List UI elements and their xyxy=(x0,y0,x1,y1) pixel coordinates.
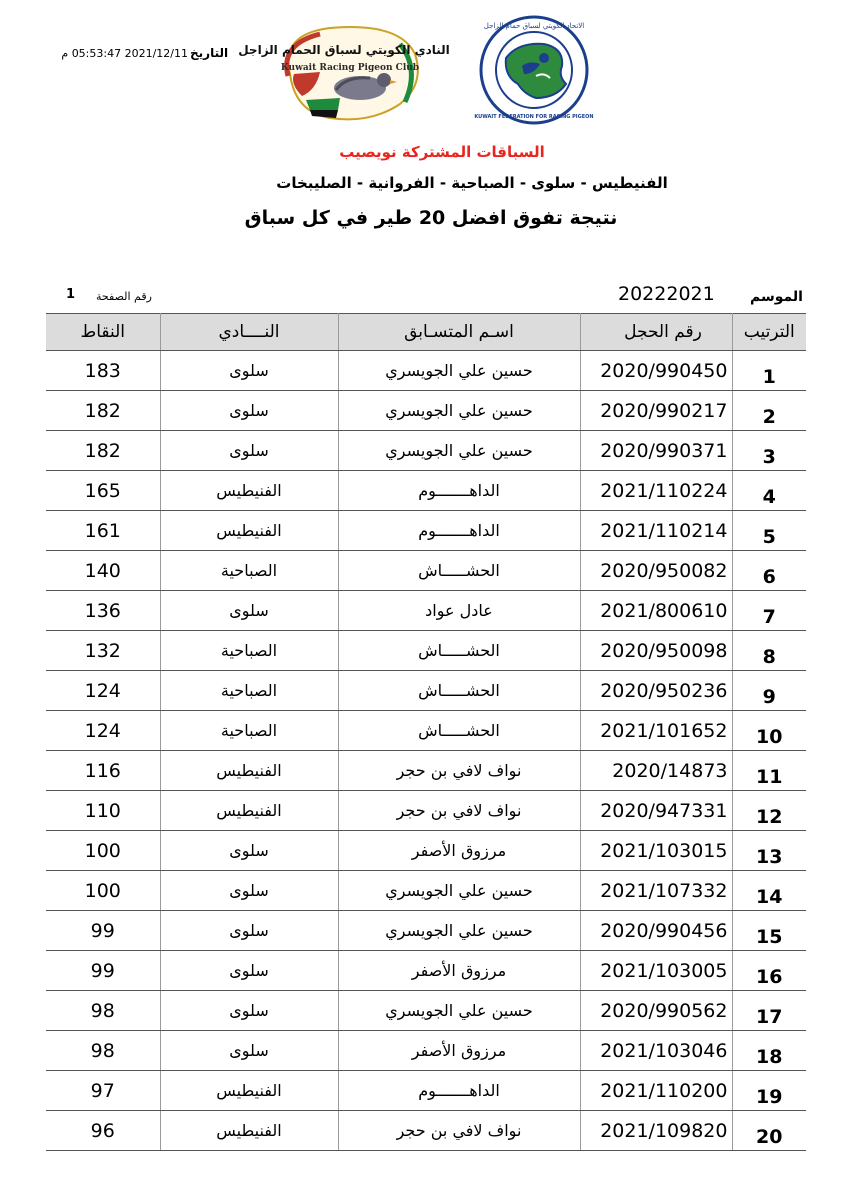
table-row xyxy=(46,391,806,431)
points-cell: 98 xyxy=(46,991,160,1031)
rank-cell: 8 xyxy=(732,631,806,671)
points-cell: 96 xyxy=(46,1111,160,1151)
club-cell: الصباحية xyxy=(160,631,338,671)
table-row xyxy=(46,471,806,511)
rank-cell: 16 xyxy=(732,951,806,991)
rank-cell: 7 xyxy=(732,591,806,631)
table-row xyxy=(46,711,806,751)
table-row xyxy=(46,591,806,631)
club-cell: الفنيطيس xyxy=(160,1071,338,1111)
points-cell: 100 xyxy=(46,871,160,911)
table-header-row xyxy=(46,314,806,351)
points-cell: 99 xyxy=(46,951,160,991)
results-title xyxy=(0,207,848,229)
club-cell: الصباحية xyxy=(160,551,338,591)
competitor-cell: عادل عواد xyxy=(338,591,580,631)
club-cell: الفنيطيس xyxy=(160,751,338,791)
registration-cell: 2020/990562 xyxy=(580,991,732,1031)
points-cell: 99 xyxy=(46,911,160,951)
points-cell: 124 xyxy=(46,711,160,751)
federation-logo xyxy=(474,14,594,126)
rank-cell: 19 xyxy=(732,1071,806,1111)
registration-cell: 2021/103005 xyxy=(580,951,732,991)
date-label: التاريخ xyxy=(190,46,229,60)
registration-header: رقم الحجل xyxy=(580,314,732,351)
club-logo-text-ar: النادي الكويتي لسباق الحمام الزاجل xyxy=(238,43,450,57)
rank-header: الترتيب xyxy=(732,314,806,351)
table-row xyxy=(46,511,806,551)
club-cell: سلوى xyxy=(160,991,338,1031)
club-cell: سلوى xyxy=(160,431,338,471)
club-cell: الفنيطيس xyxy=(160,471,338,511)
table-row xyxy=(46,751,806,791)
table-row xyxy=(46,631,806,671)
competitor-cell: نواف لافي بن حجر xyxy=(338,791,580,831)
registration-cell: 2020/990371 xyxy=(580,431,732,471)
registration-cell: 2021/101652 xyxy=(580,711,732,751)
table-row xyxy=(46,351,806,391)
competitor-cell: الداهـــــــوم xyxy=(338,511,580,551)
competitor-cell: مرزوق الأصفر xyxy=(338,1031,580,1071)
competitor-cell: حسين علي الجويسري xyxy=(338,351,580,391)
points-cell: 182 xyxy=(46,391,160,431)
points-cell: 100 xyxy=(46,831,160,871)
competitor-cell: الحشـــــاش xyxy=(338,671,580,711)
clubs-title xyxy=(0,174,848,192)
club-cell: الفنيطيس xyxy=(160,1111,338,1151)
registration-cell: 2020/990450 xyxy=(580,351,732,391)
registration-cell: 2021/110224 xyxy=(580,471,732,511)
points-cell: 116 xyxy=(46,751,160,791)
club-cell: الصباحية xyxy=(160,671,338,711)
clubs-title-text: الفنيطيس - سلوى - الصباحية - الفروانية - الصليبخات xyxy=(276,174,668,192)
rank-cell: 3 xyxy=(732,431,806,471)
club-cell: سلوى xyxy=(160,871,338,911)
competitor-cell: حسين علي الجويسري xyxy=(338,871,580,911)
registration-cell: 2020/990456 xyxy=(580,911,732,951)
club-logo-icon xyxy=(238,14,450,130)
rank-cell: 2 xyxy=(732,391,806,431)
federation-logo-text-en: KUWAIT FEDERATION FOR RACING PIGEON xyxy=(474,114,594,120)
points-cell: 136 xyxy=(46,591,160,631)
federation-logo-icon xyxy=(474,14,594,126)
competitor-header: اسـم المتسـابق xyxy=(338,314,580,351)
table-row xyxy=(46,431,806,471)
competitor-cell: الحشـــــاش xyxy=(338,711,580,751)
points-header: النقاط xyxy=(46,314,160,351)
points-cell: 165 xyxy=(46,471,160,511)
federation-logo-text-ar: الاتحاد الكويتي لسباق حمام الزاجل xyxy=(483,22,585,30)
points-cell: 161 xyxy=(46,511,160,551)
club-cell: الفنيطيس xyxy=(160,791,338,831)
points-cell: 140 xyxy=(46,551,160,591)
report-date: 2021/12/11 05:53:47 م xyxy=(61,47,188,60)
results-table xyxy=(46,313,806,1151)
competitor-cell: الحشـــــاش xyxy=(338,551,580,591)
table-row xyxy=(46,1111,806,1151)
club-cell: الصباحية xyxy=(160,711,338,751)
table-row xyxy=(46,671,806,711)
rank-cell: 9 xyxy=(732,671,806,711)
club-logo xyxy=(238,14,450,130)
race-title-text: السباقات المشتركة نويصيب xyxy=(339,143,545,161)
club-cell: سلوى xyxy=(160,591,338,631)
rank-cell: 6 xyxy=(732,551,806,591)
table-row xyxy=(46,991,806,1031)
registration-cell: 2021/110214 xyxy=(580,511,732,551)
club-header: النــــادي xyxy=(160,314,338,351)
competitor-cell: حسين علي الجويسري xyxy=(338,911,580,951)
registration-cell: 2021/109820 xyxy=(580,1111,732,1151)
points-cell: 183 xyxy=(46,351,160,391)
rank-cell: 12 xyxy=(732,791,806,831)
competitor-cell: الحشـــــاش xyxy=(338,631,580,671)
rank-cell: 4 xyxy=(732,471,806,511)
club-logo-text-en: Kuwait Racing Pigeon Club xyxy=(280,63,420,73)
points-cell: 182 xyxy=(46,431,160,471)
page-number-value: 1 xyxy=(66,287,76,302)
points-cell: 110 xyxy=(46,791,160,831)
competitor-cell: حسين علي الجويسري xyxy=(338,391,580,431)
table-row xyxy=(46,831,806,871)
registration-cell: 2020/950098 xyxy=(580,631,732,671)
competitor-cell: نواف لافي بن حجر xyxy=(338,1111,580,1151)
competitor-cell: الداهـــــــوم xyxy=(338,471,580,511)
club-cell: سلوى xyxy=(160,351,338,391)
table-row xyxy=(46,791,806,831)
table-row xyxy=(46,1071,806,1111)
results-body xyxy=(46,351,806,1151)
registration-cell: 2020/947331 xyxy=(580,791,732,831)
registration-cell: 2021/110200 xyxy=(580,1071,732,1111)
rank-cell: 17 xyxy=(732,991,806,1031)
club-cell: سلوى xyxy=(160,951,338,991)
competitor-cell: حسين علي الجويسري xyxy=(338,991,580,1031)
points-cell: 124 xyxy=(46,671,160,711)
competitor-cell: حسين علي الجويسري xyxy=(338,431,580,471)
results-title-text: نتيجة تفوق افضل 20 طير في كل سباق xyxy=(244,207,618,229)
registration-cell: 2021/103015 xyxy=(580,831,732,871)
table-row xyxy=(46,871,806,911)
points-cell: 97 xyxy=(46,1071,160,1111)
club-cell: سلوى xyxy=(160,391,338,431)
club-cell: الفنيطيس xyxy=(160,511,338,551)
points-cell: 132 xyxy=(46,631,160,671)
rank-cell: 13 xyxy=(732,831,806,871)
season-value: 20222021 xyxy=(618,283,715,305)
rank-cell: 1 xyxy=(732,351,806,391)
registration-cell: 2020/950082 xyxy=(580,551,732,591)
registration-cell: 2021/800610 xyxy=(580,591,732,631)
rank-cell: 18 xyxy=(732,1031,806,1071)
registration-cell: 2021/107332 xyxy=(580,871,732,911)
rank-cell: 11 xyxy=(732,751,806,791)
page-number-label: رقم الصفحة xyxy=(96,290,152,303)
registration-cell: 2020/990217 xyxy=(580,391,732,431)
competitor-cell: نواف لافي بن حجر xyxy=(338,751,580,791)
season-label: الموسم xyxy=(750,289,803,305)
registration-cell: 2021/103046 xyxy=(580,1031,732,1071)
club-cell: سلوى xyxy=(160,831,338,871)
table-row xyxy=(46,951,806,991)
rank-cell: 10 xyxy=(732,711,806,751)
registration-cell: 2020/14873 xyxy=(580,751,732,791)
table-row xyxy=(46,911,806,951)
table-row xyxy=(46,551,806,591)
rank-cell: 15 xyxy=(732,911,806,951)
club-cell: سلوى xyxy=(160,911,338,951)
race-title xyxy=(0,143,848,161)
rank-cell: 14 xyxy=(732,871,806,911)
competitor-cell: مرزوق الأصفر xyxy=(338,951,580,991)
club-cell: سلوى xyxy=(160,1031,338,1071)
points-cell: 98 xyxy=(46,1031,160,1071)
competitor-cell: مرزوق الأصفر xyxy=(338,831,580,871)
rank-cell: 20 xyxy=(732,1111,806,1151)
table-row xyxy=(46,1031,806,1071)
registration-cell: 2020/950236 xyxy=(580,671,732,711)
rank-cell: 5 xyxy=(732,511,806,551)
competitor-cell: الداهـــــــوم xyxy=(338,1071,580,1111)
